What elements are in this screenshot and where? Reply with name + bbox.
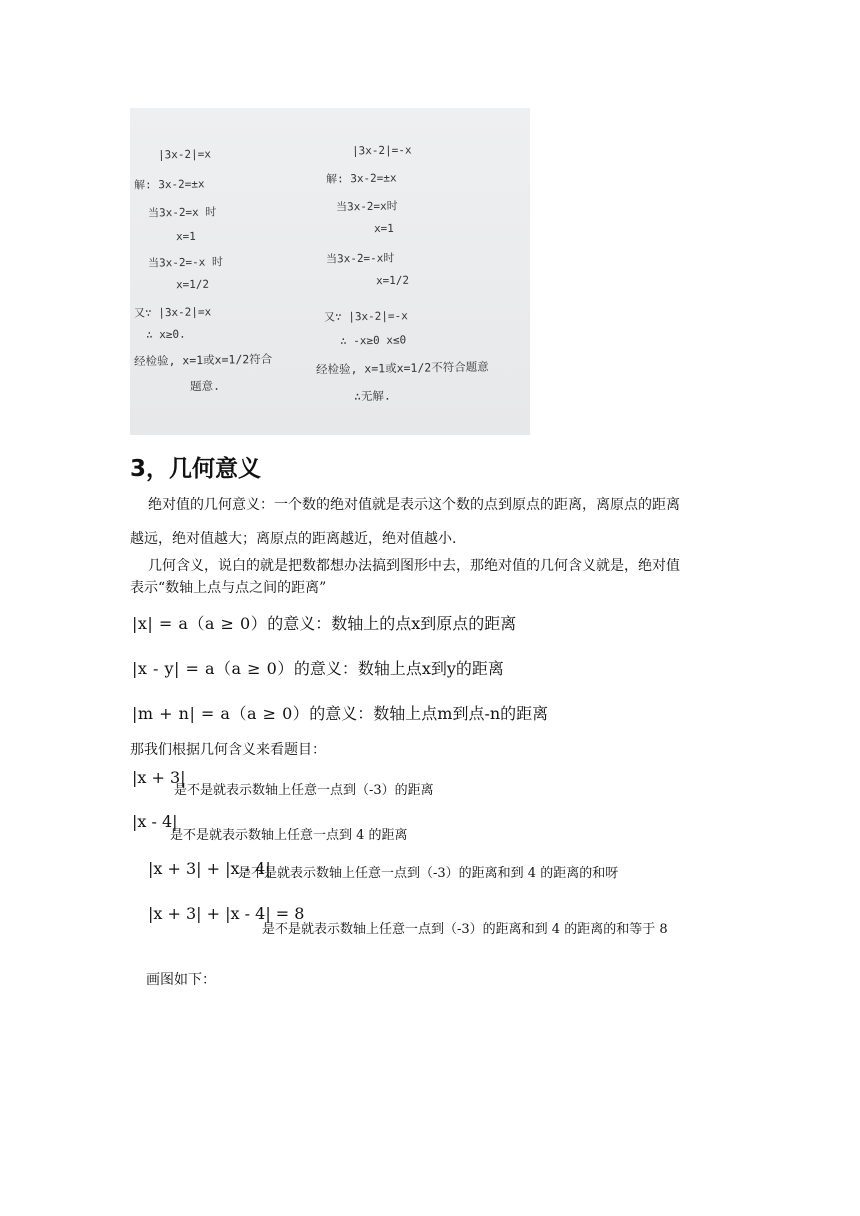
handwritten-solution-photo <box>130 108 530 435</box>
hw-left-3: 当3x-2=x 时 <box>147 205 217 220</box>
hw-right-3: 当3x-2=x时 <box>335 199 398 214</box>
hw-right-8: ∴ -x≥0 x≤0 <box>339 333 407 348</box>
section-title: 3，几何意义 <box>130 456 262 482</box>
example-2-text: 是不是就表示数轴上任意一点到 4 的距离 <box>170 828 408 843</box>
hw-right-4: x=1 <box>373 221 394 236</box>
hw-right-6: x=1/2 <box>375 273 410 288</box>
paragraph-2-line-1: 几何含义，说白的就是把数都想办法搞到图形中去，那绝对值的几何含义就是，绝对值 <box>148 558 680 574</box>
formula-2-text: 的意义：数轴上点x到y的距离 <box>293 659 504 678</box>
formula-1-math: |x| = a（a ≥ 0） <box>132 614 268 633</box>
example-4-math: |x + 3| + |x - 4| = 8 <box>148 904 305 923</box>
hw-right-7: 又∵ |3x-2|=-x <box>323 309 408 324</box>
paragraph-1-line-2: 越远，绝对值越大；离原点的距离越近，绝对值越小. <box>130 531 457 547</box>
hw-left-7: 又∵ |3x-2|=x <box>133 305 212 320</box>
formula-3 <box>132 701 548 724</box>
drawing-caption: 画图如下： <box>146 972 216 988</box>
paragraph-1-line-1: 绝对值的几何意义：一个数的绝对值就是表示这个数的点到原点的距离，离原点的距离 <box>148 497 680 513</box>
hw-left-8: ∴ x≥0. <box>145 327 186 342</box>
hw-left-10: 题意. <box>189 378 221 394</box>
hw-right-10: ∴无解. <box>353 388 391 404</box>
hw-right-1: |3x-2|=-x <box>351 143 412 158</box>
example-2-math: |x - 4| <box>132 812 178 831</box>
formula-3-math: |m + n| = a（a ≥ 0） <box>132 704 310 723</box>
paragraph-2-line-2: 表示“数轴上点与点之间的距离” <box>130 580 327 596</box>
example-3-text: 是不是就表示数轴上任意一点到（-3）的距离和到 4 的距离的和呀 <box>238 866 619 881</box>
hw-left-2: 解: 3x-2=±x <box>133 177 205 192</box>
hw-right-2: 解: 3x-2=±x <box>325 171 397 186</box>
example-1-math: |x + 3| <box>132 768 186 787</box>
formula-1-text: 的意义：数轴上的点x到原点的距离 <box>267 614 517 633</box>
hw-left-4: x=1 <box>175 229 196 244</box>
intro-text: 那我们根据几何含义来看题目： <box>130 742 326 758</box>
formula-2-math: |x - y| = a（a ≥ 0） <box>132 659 294 678</box>
hw-left-5: 当3x-2=-x 时 <box>147 255 224 270</box>
hw-right-9: 经检验, x=1或x=1/2不符合题意 <box>315 359 489 377</box>
formula-1 <box>132 611 516 634</box>
example-1-text: 是不是就表示数轴上任意一点到（-3）的距离 <box>174 783 434 798</box>
hw-left-6: x=1/2 <box>175 277 210 292</box>
hw-left-9: 经检验, x=1或x=1/2符合 <box>133 351 273 369</box>
formula-3-text: 的意义：数轴上点m到点-n的距离 <box>309 704 549 723</box>
formula-2 <box>132 656 504 679</box>
example-3-math: |x + 3| + |x - 4| <box>148 859 271 878</box>
hw-right-5: 当3x-2=-x时 <box>325 251 395 266</box>
example-4-text: 是不是就表示数轴上任意一点到（-3）的距离和到 4 的距离的和等于 8 <box>262 922 668 937</box>
hw-left-1: |3x-2|=x <box>157 147 212 162</box>
